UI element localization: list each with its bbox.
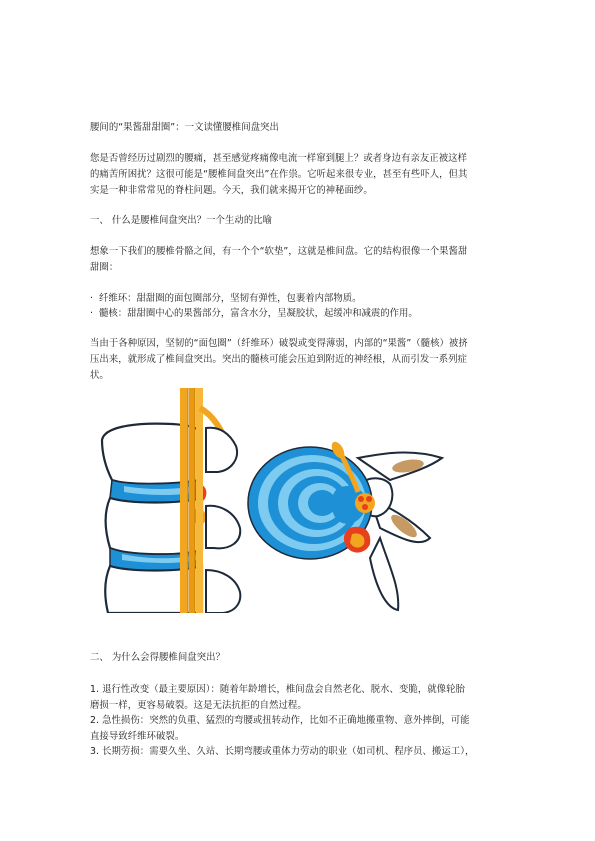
top-view-vertebra xyxy=(248,440,442,610)
bullet-marker: · xyxy=(90,308,93,319)
section-2-heading: 二、 为什么会得腰椎间盘突出？ xyxy=(90,652,225,663)
document-title: 腰间的“果酱甜甜圈”：一文读懂腰椎间盘突出 xyxy=(90,122,279,133)
side-view-spine xyxy=(102,388,240,613)
section-1-para-2-line-2: 压出来，就形成了椎间盘突出。突出的髓核可能会压迫到附近的神经根，从而引发一系列症 xyxy=(90,354,468,365)
spinal-nerve-2 xyxy=(189,388,195,613)
bullet-nucleus xyxy=(90,306,510,323)
cause-item-2-line-2: 直接导致纤维环破裂。 xyxy=(90,731,185,742)
middle-process xyxy=(206,506,240,549)
bullet-annulus-text: 纤维环：甜甜圈的面包圈部分，坚韧有弹性，包裹着内部物质。 xyxy=(99,293,362,304)
section-1-para-2-line-3: 状。 xyxy=(90,370,109,381)
nerve-fiber-1 xyxy=(358,496,364,502)
bullet-nucleus-text: 髓核：甜甜圈中心的果酱部分，富含水分，呈凝胶状，起缓冲和减震的作用。 xyxy=(99,308,418,319)
section-1-para-1-line-2: 甜圈： xyxy=(90,262,119,273)
cause-item-2-line-1: 2. 急性损伤：突然的负重、猛烈的弯腰或扭转动作，比如不正确地搬重物、意外摔倒，可能 xyxy=(90,715,470,726)
cause-item-3-line-1: 3. 长期劳损：需要久坐、久站、长期弯腰或重体力劳动的职业（如司机、程序员、搬运工）， xyxy=(90,746,475,757)
bullet-marker: · xyxy=(90,293,93,304)
section-1-heading: 一、 什么是腰椎间盘突出？一个生动的比喻 xyxy=(90,215,273,226)
spinal-nerve-1 xyxy=(180,388,188,613)
nerve-fiber-2 xyxy=(366,496,372,502)
intro-line-2: 的痛苦所困扰？这很可能是“腰椎间盘突出”在作祟。它听起来很专业，甚至有些吓人，但其 xyxy=(90,169,468,180)
nerve-fiber-3 xyxy=(362,504,368,510)
lower-process xyxy=(206,570,240,613)
spine-diagram xyxy=(90,388,505,613)
herniated-disc-illustration xyxy=(90,388,505,613)
intro-line-3: 实是一种非常常见的脊柱问题。今天，我们就来揭开它的神秘面纱。 xyxy=(90,185,373,196)
section-1-para-2-line-1: 当由于各种原因，坚韧的“面包圈”（纤维环）破裂或变得薄弱，内部的“果酱”（髓核）被挤 xyxy=(90,338,468,349)
spinal-nerve-3 xyxy=(196,388,203,613)
cause-item-1-line-1: 1. 退行性改变（最主要原因）：随着年龄增长，椎间盘会自然老化、脱水、变脆，就像轮胎 xyxy=(90,684,465,695)
intro-line-1: 您是否曾经历过剧烈的腰痛，甚至感觉疼痛像电流一样窜到腿上？或者身边有亲友正被这样 xyxy=(90,153,468,164)
spinous-process xyxy=(370,538,398,610)
cause-item-1-line-2: 磨损一样，更容易破裂。这是无法抗拒的自然过程。 xyxy=(90,700,307,711)
upper-process xyxy=(206,428,237,472)
section-1-para-1-line-1: 想象一下我们的腰椎骨骼之间，有一个个“软垫”，这就是椎间盘。它的结构很像一个果酱甜 xyxy=(90,246,468,257)
